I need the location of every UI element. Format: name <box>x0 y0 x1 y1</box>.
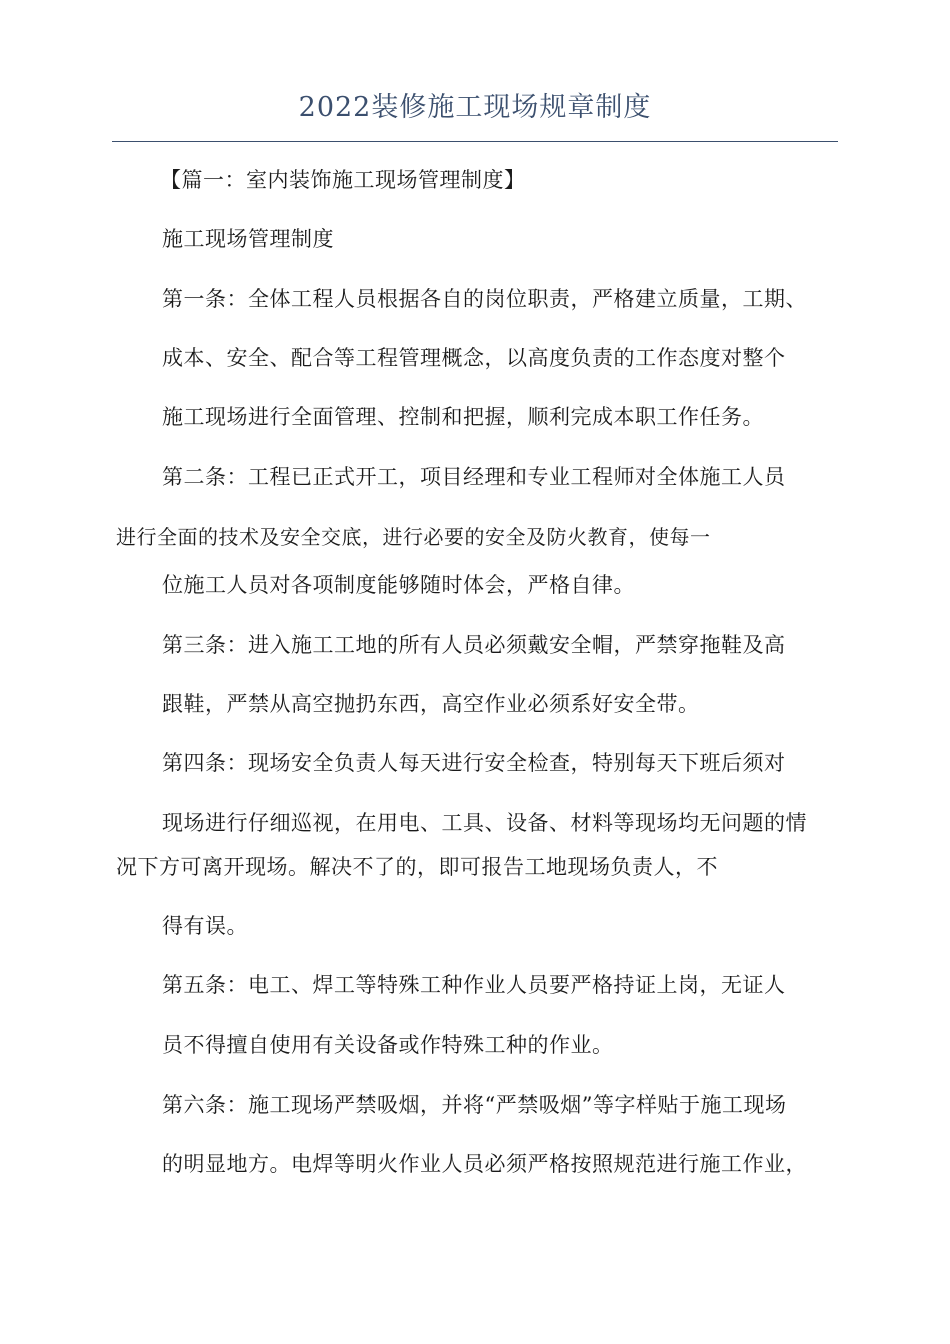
paragraph-line: 第三条：进入施工工地的所有人员必须戴安全帽，严禁穿拖鞋及高 <box>162 633 786 657</box>
paragraph-line: 施工现场管理制度 <box>162 227 334 251</box>
paragraph-line: 第六条：施工现场严禁吸烟，并将“严禁吸烟”等字样贴于施工现场 <box>162 1093 787 1117</box>
paragraph-line: 第二条：工程已正式开工，项目经理和专业工程师对全体施工人员 <box>162 465 786 489</box>
paragraph-line: 进行全面的技术及安全交底，进行必要的安全及防火教育，使每一 <box>116 525 711 549</box>
paragraph-line: 现场进行仔细巡视，在用电、工具、设备、材料等现场均无问题的情 <box>162 811 807 835</box>
section-heading: 【篇一：室内装饰施工现场管理制度】 <box>160 168 526 192</box>
paragraph-line: 员不得擅自使用有关设备或作特殊工种的作业。 <box>162 1033 614 1057</box>
title-divider <box>112 141 838 142</box>
paragraph-line: 得有误。 <box>162 914 248 938</box>
paragraph-line: 第四条：现场安全负责人每天进行安全检查，特别每天下班后须对 <box>162 751 786 775</box>
paragraph-line: 位施工人员对各项制度能够随时体会，严格自律。 <box>162 573 635 597</box>
paragraph-line: 况下方可离开现场。解决不了的，即可报告工地现场负责人，不 <box>116 855 718 879</box>
paragraph-line: 施工现场进行全面管理、控制和把握，顺利完成本职工作任务。 <box>162 405 764 429</box>
paragraph-line: 的明显地方。电焊等明火作业人员必须严格按照规范进行施工作业， <box>162 1152 807 1176</box>
paragraph-line: 第五条：电工、焊工等特殊工种作业人员要严格持证上岗，无证人 <box>162 973 786 997</box>
paragraph-line: 跟鞋，严禁从高空抛扔东西，高空作业必须系好安全带。 <box>162 692 700 716</box>
document-title: 2022装修施工现场规章制度 <box>298 92 652 123</box>
paragraph-line: 成本、安全、配合等工程管理概念，以高度负责的工作态度对整个 <box>162 346 786 370</box>
paragraph-line: 第一条：全体工程人员根据各自的岗位职责，严格建立质量，工期、 <box>162 287 807 311</box>
